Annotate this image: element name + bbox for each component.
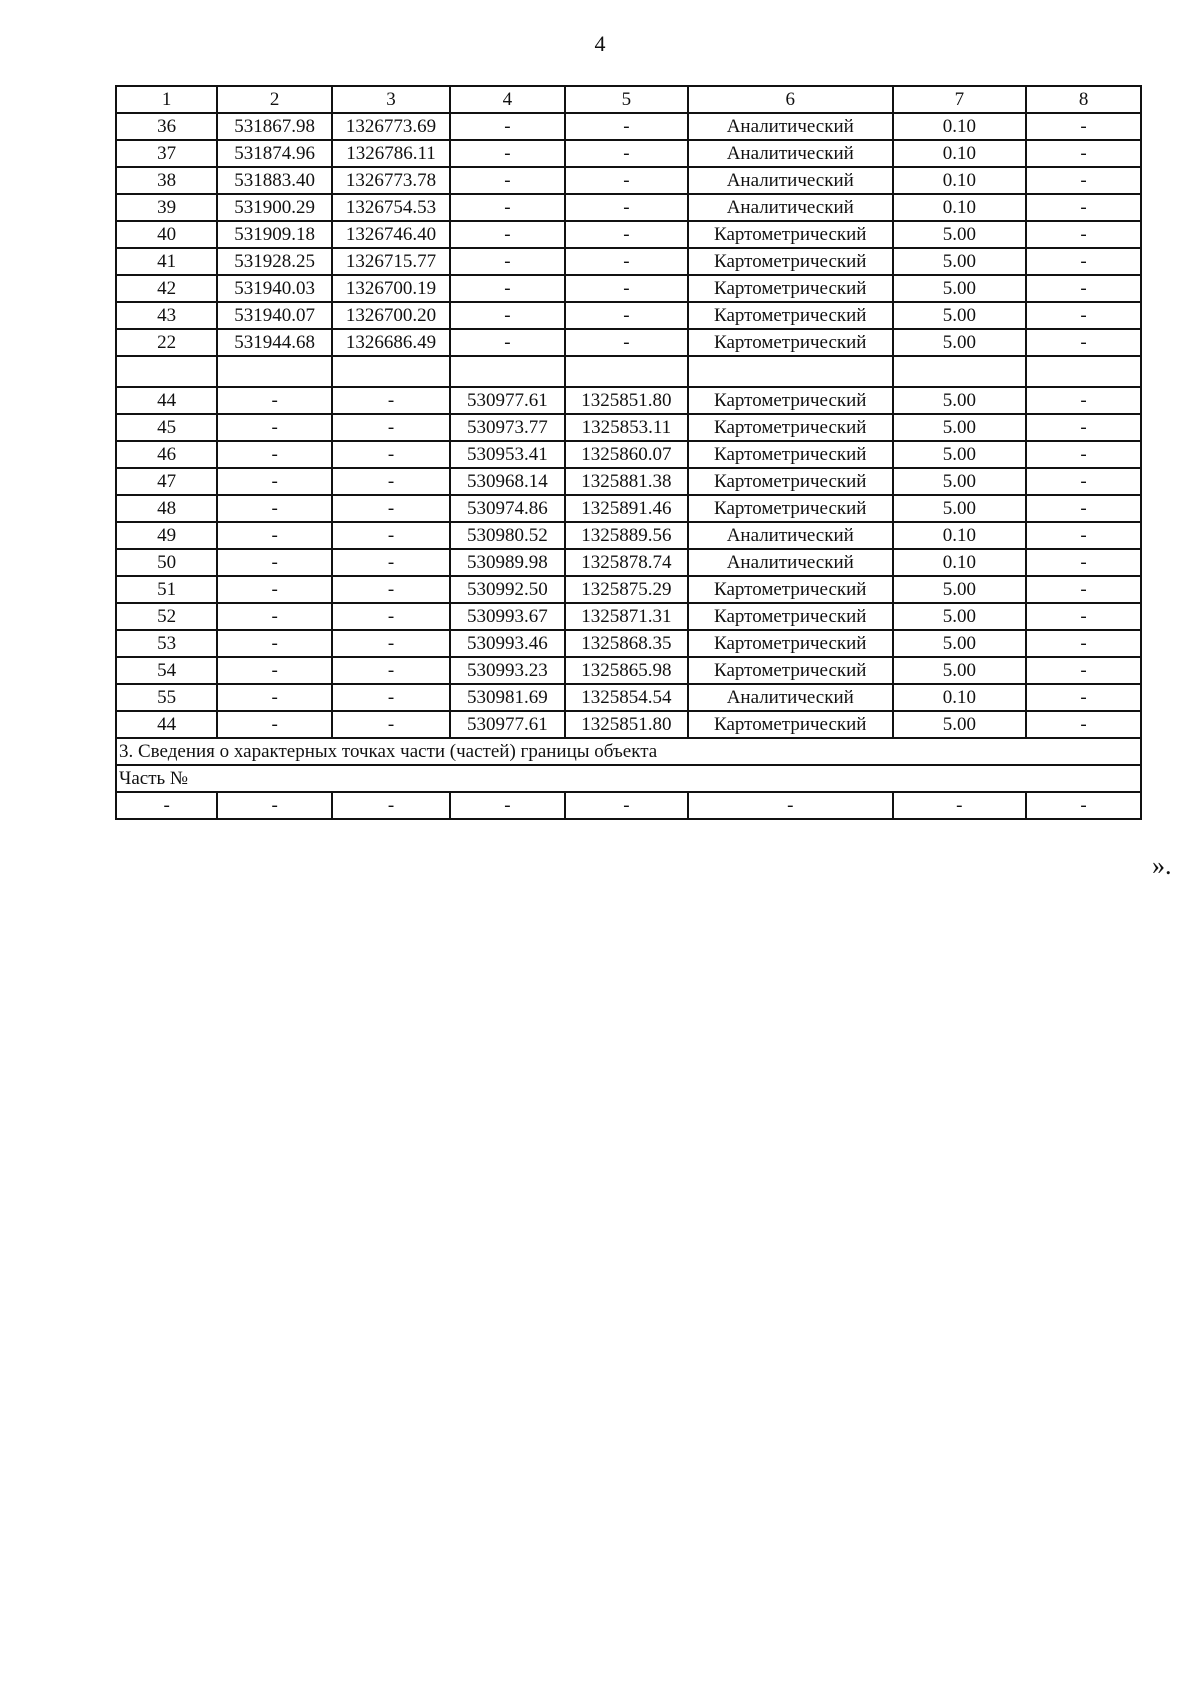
table-cell: 5.00 xyxy=(893,468,1027,495)
table-cell: - xyxy=(1026,194,1141,221)
table-cell: - xyxy=(217,387,332,414)
table-cell: 1325865.98 xyxy=(565,657,688,684)
table-cell: - xyxy=(332,468,450,495)
table-cell: 37 xyxy=(116,140,217,167)
table-cell: - xyxy=(332,792,450,819)
table-cell: 46 xyxy=(116,441,217,468)
table-row xyxy=(116,495,1141,522)
table-cell: 5.00 xyxy=(893,657,1027,684)
header-cell: 5 xyxy=(565,86,688,113)
table-cell: 53 xyxy=(116,630,217,657)
table-cell: - xyxy=(332,576,450,603)
table-cell: 5.00 xyxy=(893,302,1027,329)
table-row xyxy=(116,414,1141,441)
table-cell: - xyxy=(217,522,332,549)
table-cell: 1325851.80 xyxy=(565,711,688,738)
header-cell: 7 xyxy=(893,86,1027,113)
table-cell: 43 xyxy=(116,302,217,329)
empty-cell xyxy=(116,356,217,387)
table-cell: 5.00 xyxy=(893,603,1027,630)
table-cell: - xyxy=(1026,275,1141,302)
table-cell: 530977.61 xyxy=(450,711,565,738)
empty-cell xyxy=(217,356,332,387)
table-row xyxy=(116,468,1141,495)
table-cell: - xyxy=(332,684,450,711)
table-cell: - xyxy=(332,522,450,549)
table-cell: 22 xyxy=(116,329,217,356)
table-cell: - xyxy=(217,414,332,441)
table-cell: - xyxy=(450,221,565,248)
table-row xyxy=(116,684,1141,711)
table-cell: - xyxy=(332,441,450,468)
empty-cell xyxy=(565,356,688,387)
empty-cell xyxy=(688,356,893,387)
table-row-last xyxy=(116,792,1141,819)
table-cell: 40 xyxy=(116,221,217,248)
table-cell: - xyxy=(450,140,565,167)
table-cell: - xyxy=(1026,684,1141,711)
table-cell: - xyxy=(565,194,688,221)
table-cell: 55 xyxy=(116,684,217,711)
table-cell: - xyxy=(1026,113,1141,140)
table-cell: - xyxy=(565,113,688,140)
table-cell: 5.00 xyxy=(893,576,1027,603)
table-cell: Картометрический xyxy=(688,248,893,275)
table-row xyxy=(116,387,1141,414)
table-cell: 44 xyxy=(116,711,217,738)
table-cell: 0.10 xyxy=(893,522,1027,549)
table-cell: Картометрический xyxy=(688,576,893,603)
table-cell: 0.10 xyxy=(893,167,1027,194)
table-cell: - xyxy=(332,657,450,684)
table-cell: - xyxy=(1026,387,1141,414)
page-number: 4 xyxy=(594,31,606,56)
table-cell: - xyxy=(217,630,332,657)
table-row xyxy=(116,302,1141,329)
table-cell: 530993.46 xyxy=(450,630,565,657)
table-cell: 530974.86 xyxy=(450,495,565,522)
table-cell: - xyxy=(1026,248,1141,275)
table-cell: 1325871.31 xyxy=(565,603,688,630)
table-cell: - xyxy=(565,275,688,302)
table-cell: - xyxy=(1026,549,1141,576)
header-cell: 1 xyxy=(116,86,217,113)
table-row xyxy=(116,221,1141,248)
table-cell: - xyxy=(1026,576,1141,603)
header-cell: 6 xyxy=(688,86,893,113)
table-row xyxy=(116,549,1141,576)
table-cell: - xyxy=(217,441,332,468)
table-row xyxy=(116,140,1141,167)
header-cell: 8 xyxy=(1026,86,1141,113)
table-cell: - xyxy=(450,275,565,302)
table-cell: 5.00 xyxy=(893,495,1027,522)
part-label: Часть № xyxy=(116,765,1141,792)
table-cell: - xyxy=(332,630,450,657)
table-cell: - xyxy=(565,221,688,248)
table-cell: - xyxy=(1026,522,1141,549)
table-cell: 531940.07 xyxy=(217,302,332,329)
section-title-row xyxy=(116,738,1141,765)
table-row xyxy=(116,441,1141,468)
table-cell: - xyxy=(1026,657,1141,684)
coordinates-table xyxy=(115,85,1142,820)
table-row xyxy=(116,522,1141,549)
table-cell: 5.00 xyxy=(893,248,1027,275)
table-cell: - xyxy=(450,792,565,819)
table-cell: Аналитический xyxy=(688,194,893,221)
table-header-row xyxy=(116,86,1141,113)
table-cell: 531900.29 xyxy=(217,194,332,221)
table-cell: - xyxy=(565,329,688,356)
table-cell: - xyxy=(332,549,450,576)
table-cell: - xyxy=(217,792,332,819)
table-cell: 1326746.40 xyxy=(332,221,450,248)
table-cell: 5.00 xyxy=(893,630,1027,657)
table-cell: Картометрический xyxy=(688,414,893,441)
table-cell: 1325878.74 xyxy=(565,549,688,576)
table-cell: - xyxy=(1026,468,1141,495)
table-cell: 1325891.46 xyxy=(565,495,688,522)
table-cell: 1325868.35 xyxy=(565,630,688,657)
table-cell: 0.10 xyxy=(893,194,1027,221)
table-cell: 42 xyxy=(116,275,217,302)
table-cell: 5.00 xyxy=(893,387,1027,414)
table-cell: - xyxy=(332,495,450,522)
table-cell: 530953.41 xyxy=(450,441,565,468)
table-cell: - xyxy=(565,140,688,167)
table-cell: Картометрический xyxy=(688,711,893,738)
table-cell: - xyxy=(217,711,332,738)
table-cell: - xyxy=(217,657,332,684)
table-cell: 531928.25 xyxy=(217,248,332,275)
table-cell: - xyxy=(450,113,565,140)
table-cell: 39 xyxy=(116,194,217,221)
table-cell: Картометрический xyxy=(688,221,893,248)
table-cell: - xyxy=(565,792,688,819)
table-cell: 0.10 xyxy=(893,684,1027,711)
table-cell: 5.00 xyxy=(893,221,1027,248)
table-row xyxy=(116,657,1141,684)
table-cell: 0.10 xyxy=(893,549,1027,576)
table-cell: 530973.77 xyxy=(450,414,565,441)
table-cell: Аналитический xyxy=(688,549,893,576)
empty-cell xyxy=(450,356,565,387)
empty-cell xyxy=(893,356,1027,387)
table-cell: 531944.68 xyxy=(217,329,332,356)
table-row xyxy=(116,113,1141,140)
table-cell: 5.00 xyxy=(893,414,1027,441)
table-cell: 530968.14 xyxy=(450,468,565,495)
table-row xyxy=(116,329,1141,356)
table-cell: 530989.98 xyxy=(450,549,565,576)
table-cell: Картометрический xyxy=(688,468,893,495)
table-cell: 50 xyxy=(116,549,217,576)
table-cell: 5.00 xyxy=(893,329,1027,356)
table-cell: - xyxy=(332,711,450,738)
table-cell: Картометрический xyxy=(688,630,893,657)
table-cell: 41 xyxy=(116,248,217,275)
table-cell: - xyxy=(1026,221,1141,248)
table-row xyxy=(116,248,1141,275)
table-cell: 1325853.11 xyxy=(565,414,688,441)
table-cell: Картометрический xyxy=(688,275,893,302)
table-cell: - xyxy=(1026,630,1141,657)
table-cell: - xyxy=(1026,711,1141,738)
table-cell: - xyxy=(332,387,450,414)
table-cell: Картометрический xyxy=(688,441,893,468)
table-cell: - xyxy=(450,329,565,356)
table-cell: - xyxy=(1026,603,1141,630)
table-cell: 530977.61 xyxy=(450,387,565,414)
table-cell: - xyxy=(1026,414,1141,441)
table-cell: - xyxy=(450,194,565,221)
header-cell: 4 xyxy=(450,86,565,113)
table-row xyxy=(116,576,1141,603)
table-cell: Картометрический xyxy=(688,387,893,414)
table-cell: 530992.50 xyxy=(450,576,565,603)
table-cell: 1326700.19 xyxy=(332,275,450,302)
table-cell: - xyxy=(1026,441,1141,468)
table-cell: 1326754.53 xyxy=(332,194,450,221)
table-cell: - xyxy=(1026,302,1141,329)
table-cell: 1325889.56 xyxy=(565,522,688,549)
table-cell: 530980.52 xyxy=(450,522,565,549)
table-cell: 1326773.69 xyxy=(332,113,450,140)
coordinates-table-body xyxy=(116,86,1141,819)
empty-cell xyxy=(1026,356,1141,387)
table-cell: 5.00 xyxy=(893,711,1027,738)
table-cell: 530981.69 xyxy=(450,684,565,711)
table-row xyxy=(116,630,1141,657)
table-cell: Аналитический xyxy=(688,167,893,194)
table-cell: 45 xyxy=(116,414,217,441)
table-cell: - xyxy=(1026,495,1141,522)
table-cell: - xyxy=(332,414,450,441)
table-cell: - xyxy=(217,684,332,711)
table-cell: - xyxy=(217,576,332,603)
header-cell: 3 xyxy=(332,86,450,113)
table-cell: - xyxy=(217,549,332,576)
table-cell: 44 xyxy=(116,387,217,414)
table-cell: - xyxy=(688,792,893,819)
table-cell: 531883.40 xyxy=(217,167,332,194)
table-cell: - xyxy=(450,302,565,329)
table-cell: 531867.98 xyxy=(217,113,332,140)
table-cell: 1325881.38 xyxy=(565,468,688,495)
table-cell: 52 xyxy=(116,603,217,630)
table-cell: - xyxy=(1026,167,1141,194)
table-cell: 1325851.80 xyxy=(565,387,688,414)
table-cell: 1325860.07 xyxy=(565,441,688,468)
table-cell: 38 xyxy=(116,167,217,194)
table-cell: 5.00 xyxy=(893,441,1027,468)
table-cell: 530993.67 xyxy=(450,603,565,630)
table-row xyxy=(116,167,1141,194)
header-cell: 2 xyxy=(217,86,332,113)
table-row xyxy=(116,194,1141,221)
table-cell: 1326686.49 xyxy=(332,329,450,356)
table-cell: 48 xyxy=(116,495,217,522)
table-cell: 49 xyxy=(116,522,217,549)
table-cell: 531940.03 xyxy=(217,275,332,302)
table-cell: - xyxy=(450,248,565,275)
table-cell: 0.10 xyxy=(893,113,1027,140)
table-cell: 51 xyxy=(116,576,217,603)
table-cell: - xyxy=(217,603,332,630)
table-cell: - xyxy=(1026,140,1141,167)
table-cell: Картометрический xyxy=(688,329,893,356)
table-cell: Аналитический xyxy=(688,684,893,711)
table-cell: 1326715.77 xyxy=(332,248,450,275)
table-cell: Картометрический xyxy=(688,603,893,630)
table-cell: 530993.23 xyxy=(450,657,565,684)
table-cell: 47 xyxy=(116,468,217,495)
table-cell: - xyxy=(217,468,332,495)
table-cell: - xyxy=(893,792,1027,819)
table-cell: - xyxy=(116,792,217,819)
table-cell: 531874.96 xyxy=(217,140,332,167)
table-cell: 0.10 xyxy=(893,140,1027,167)
section-title: 3. Сведения о характерных точках части (частей) границы объекта xyxy=(116,738,1141,765)
table-cell: - xyxy=(450,167,565,194)
table-cell: Аналитический xyxy=(688,113,893,140)
table-cell: Аналитический xyxy=(688,522,893,549)
table-cell: 1325854.54 xyxy=(565,684,688,711)
table-cell: - xyxy=(1026,792,1141,819)
table-cell: 1326700.20 xyxy=(332,302,450,329)
table-cell: 1326786.11 xyxy=(332,140,450,167)
table-cell: - xyxy=(565,167,688,194)
table-cell: - xyxy=(217,495,332,522)
table-cell: 36 xyxy=(116,113,217,140)
table-cell: 531909.18 xyxy=(217,221,332,248)
table-row xyxy=(116,275,1141,302)
part-label-row xyxy=(116,765,1141,792)
table-cell: 1325875.29 xyxy=(565,576,688,603)
empty-cell xyxy=(332,356,450,387)
table-cell: - xyxy=(565,302,688,329)
table-row xyxy=(116,603,1141,630)
table-cell: Картометрический xyxy=(688,495,893,522)
table-cell: Картометрический xyxy=(688,302,893,329)
table-cell: Аналитический xyxy=(688,140,893,167)
table-cell: 5.00 xyxy=(893,275,1027,302)
table-row xyxy=(116,711,1141,738)
table-cell: 54 xyxy=(116,657,217,684)
table-cell: - xyxy=(332,603,450,630)
table-cell: Картометрический xyxy=(688,657,893,684)
table-cell: 1326773.78 xyxy=(332,167,450,194)
table-cell: - xyxy=(1026,329,1141,356)
closing-quote: ». xyxy=(1152,851,1172,880)
table-cell: - xyxy=(565,248,688,275)
spacer-row xyxy=(116,356,1141,387)
